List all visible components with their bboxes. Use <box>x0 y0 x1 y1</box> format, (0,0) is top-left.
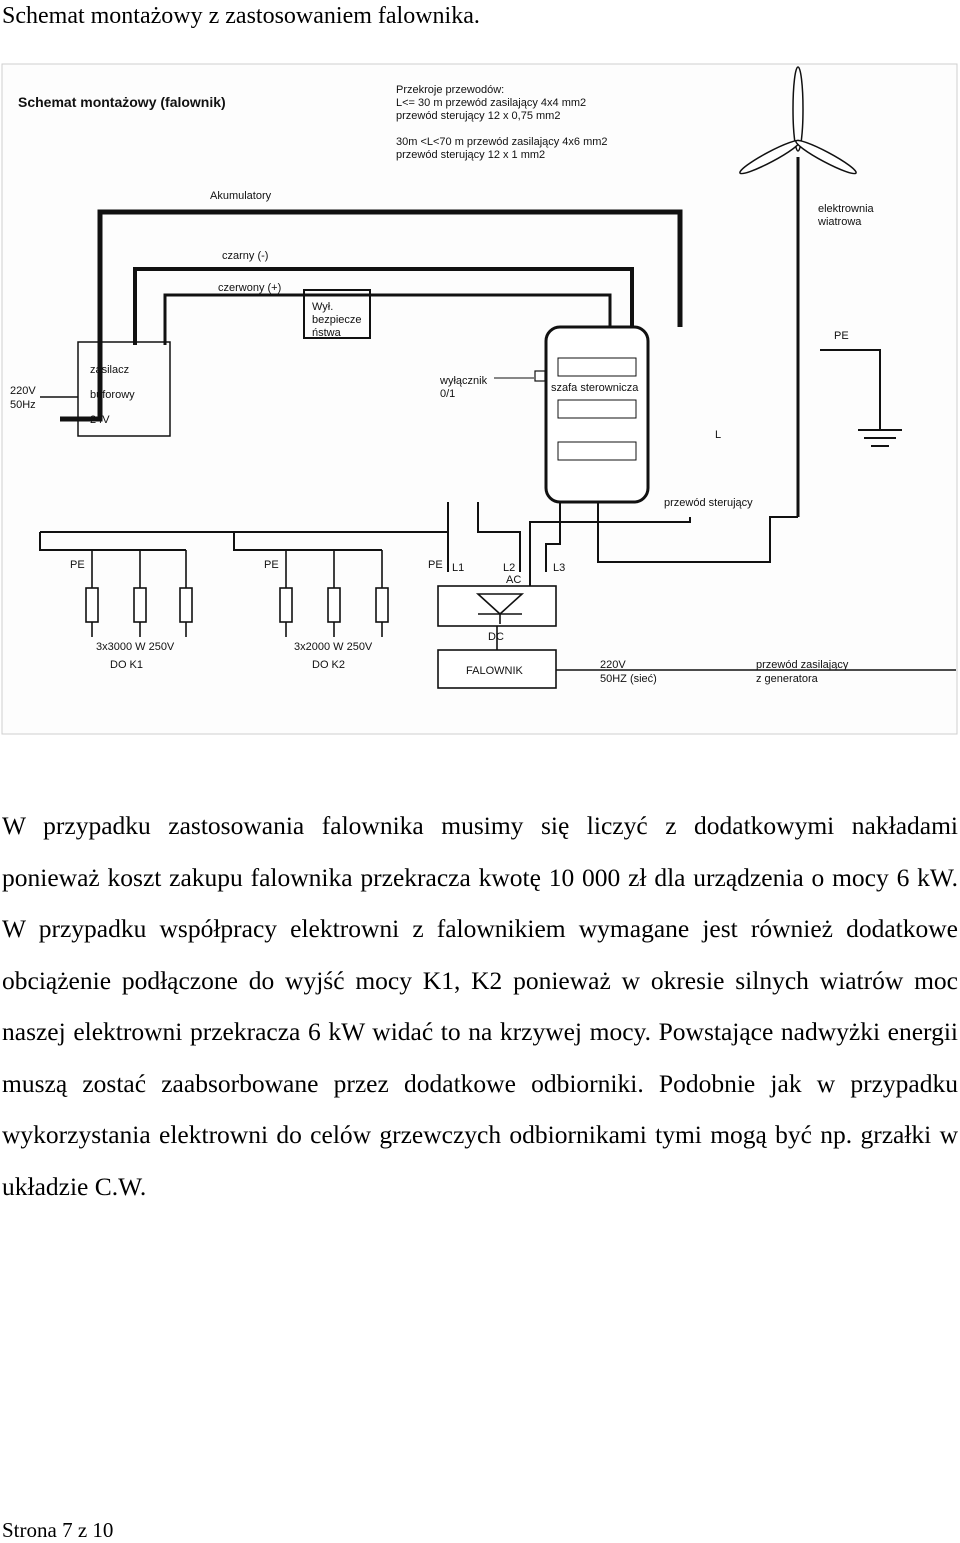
svg-text:50HZ (sieć): 50HZ (sieć) <box>600 673 657 685</box>
control-cable-label: przewód sterujący <box>664 497 753 509</box>
rectifier-box <box>438 586 556 626</box>
mains-label: 220V <box>10 385 36 397</box>
pe-label-3: PE <box>428 559 443 571</box>
svg-text:DO K1: DO K1 <box>110 659 144 671</box>
paragraph: W przypadku zastosowania falownika musimy się liczyć z dodatkowymi nakładami ponieważ koszt zakupu falownika przekracza kwotę 10 000 zł dla urządzenia o mocy 6 kW. W przypadku współpracy elektrowni z falownikiem wymagane jest również dodatkowe obciążenie podłączone do wyjść mocy K1, K2 ponieważ w okresie silnych wiatrów moc naszej elektrowni przekracza 6 kW widać to na krzywej mocy. Powstające nadwyżki energii muszą zostać zaabsorbowane przez dodatkowe odbiorniki. Podobnie jak w przypadku wykorzystania elektrowni do celów grzewczych odbiornikami tymi mogą być np. grzałki w układzie C.W. <box>2 811 958 1201</box>
svg-text:zasilacz: zasilacz <box>90 364 130 376</box>
svg-text:24V: 24V <box>90 414 110 426</box>
control-cabinet <box>546 327 648 502</box>
svg-text:wiatrowa: wiatrowa <box>818 216 862 228</box>
heaters-k2-label: 3x2000 W 250V <box>294 641 373 653</box>
cabinet-label: szafa sterownicza <box>551 382 639 394</box>
batteries-label: Akumulatory <box>210 190 272 202</box>
svg-text:L2: L2 <box>503 562 516 574</box>
body-text <box>2 800 958 1212</box>
switch-label: wyłącznik <box>440 375 488 387</box>
svg-text:L<= 30 m przewód zasilający 4x: L<= 30 m przewód zasilający 4x4 mm2 <box>396 97 587 109</box>
svg-text:AC: AC <box>506 574 522 586</box>
inverter-label: FALOWNIK <box>466 665 523 677</box>
svg-text:Wył.: Wył. <box>312 301 334 313</box>
svg-text:bezpiecze: bezpiecze <box>312 314 362 326</box>
page-footer: Strona 7 z 10 <box>2 1518 114 1542</box>
pe-label-top: PE <box>834 330 849 342</box>
svg-text:przewód sterujący 12 x 0,75 mm: przewód sterujący 12 x 0,75 mm2 <box>396 110 561 122</box>
black-wire-label: czarny (-) <box>222 250 269 262</box>
svg-text:50Hz: 50Hz <box>10 399 36 411</box>
svg-text:DO K2: DO K2 <box>312 659 346 671</box>
svg-text:przewód sterujący 12 x 1 mm2: przewód sterujący 12 x 1 mm2 <box>396 149 546 161</box>
svg-text:buforowy: buforowy <box>90 389 135 401</box>
l-label: L <box>715 429 722 441</box>
svg-text:0/1: 0/1 <box>440 388 456 400</box>
svg-text:DC: DC <box>488 631 504 643</box>
svg-text:Przekroje przewodów:: Przekroje przewodów: <box>396 84 505 96</box>
svg-text:z generatora: z generatora <box>756 673 818 685</box>
wind-plant-label: elektrownia <box>818 203 874 215</box>
pe-label-2: PE <box>264 559 279 571</box>
pe-label-1: PE <box>70 559 85 571</box>
svg-text:L3: L3 <box>553 562 566 574</box>
page-heading: Schemat montażowy z zastosowaniem falownika. <box>2 3 480 29</box>
red-wire-label: czerwony (+) <box>218 282 282 294</box>
svg-text:30m <L<70 m przewód zasilający: 30m <L<70 m przewód zasilający 4x6 mm2 <box>396 136 608 148</box>
svg-text:ństwa: ństwa <box>312 327 341 339</box>
heaters-k1-label: 3x3000 W 250V <box>96 641 175 653</box>
grid-label: 220V <box>600 659 626 671</box>
svg-text:L1: L1 <box>452 562 465 574</box>
diagram-title: Schemat montażowy (falownik) <box>18 94 226 110</box>
wiring-diagram <box>0 62 960 738</box>
generator-cable-label: przewód zasilający <box>756 659 849 671</box>
diagram-frame <box>2 64 957 734</box>
switch-square <box>535 371 545 381</box>
